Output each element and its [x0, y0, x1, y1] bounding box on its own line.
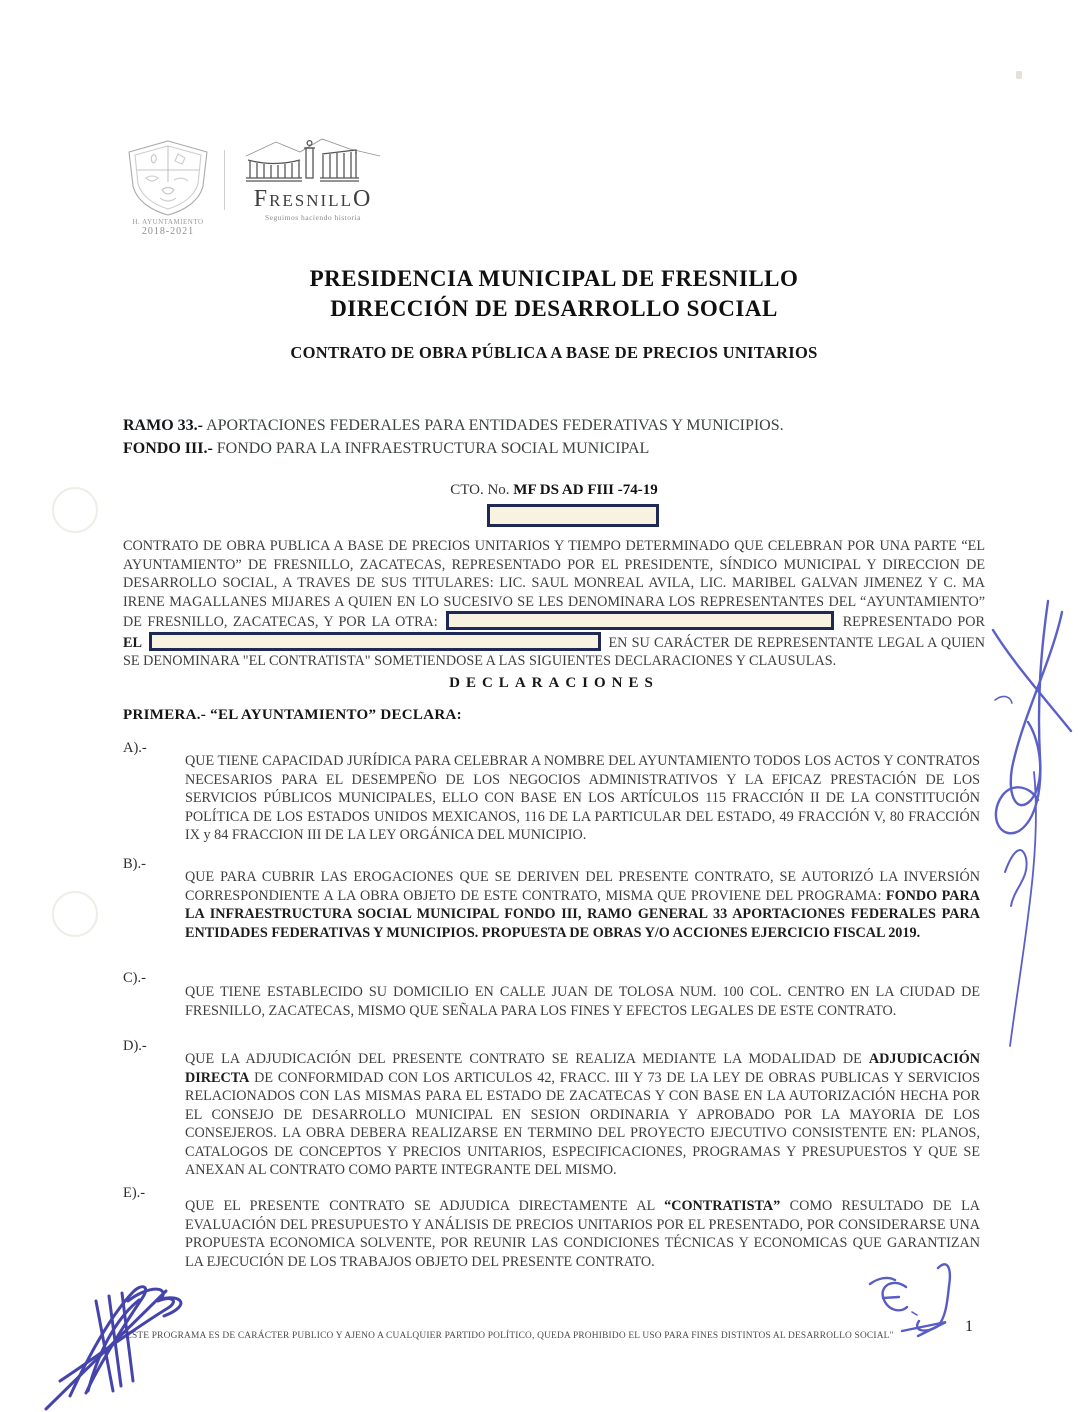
bottom-right-initials — [870, 1264, 950, 1336]
intro-text-2b: EL — [123, 634, 142, 651]
declarations-heading: DECLARACIONES — [449, 675, 659, 691]
contract-number-label: CTO. No. — [450, 482, 514, 498]
punch-hole-top — [52, 487, 98, 533]
monument-icon — [238, 136, 388, 186]
contract-subtitle: CONTRATO DE OBRA PÚBLICA A BASE DE PRECIOS UNITARIOS — [290, 343, 818, 362]
item-b-seg0: QUE PARA CUBRIR LAS EROGACIONES QUE SE DERIVEN DEL PRESENTE CONTRATO, SE AUTORIZÓ LA INVERSIÓN CORRESPONDIENTE A LA OBRA OBJETO DE ESTE CONTRATO, MISMA QUE PROVIENE DEL PROGRAMA: — [185, 869, 980, 904]
item-text-b — [185, 868, 980, 942]
program-block — [123, 414, 1003, 460]
contract-number-value: MF DS AD FIII -74-19 — [513, 482, 658, 498]
redaction-box-other-party — [446, 611, 834, 630]
municipal-crest-logo — [122, 138, 214, 237]
ramo-label: RAMO 33.- — [123, 417, 203, 434]
crest-caption: H. AYUNTAMIENTO — [132, 218, 204, 226]
fresnillo-logo — [238, 136, 388, 222]
item-e-seg0: QUE EL PRESENTE CONTRATO SE ADJUDICA DIRECTAMENTE AL — [185, 1198, 665, 1214]
fresnillo-wordmark — [238, 186, 388, 213]
crest-icon — [122, 138, 214, 218]
item-label-b: B).- — [123, 856, 146, 872]
item-b-seg1: FONDO PARA LA INFRAESTRUCTURA SOCIAL MUNICIPAL FONDO III, RAMO GENERAL 33 APORTACIONES FEDERALES PARA ENTIDADES FEDERATIVAS Y MUNICIPIOS. PROPUESTA DE OBRAS Y/O ACCIONES EJERCICIO FISCAL 2019. — [185, 887, 980, 941]
item-e-seg1: “CONTRATISTA” — [664, 1198, 781, 1214]
fondo-text: FONDO PARA LA INFRAESTRUCTURA SOCIAL MUNICIPAL — [212, 440, 650, 457]
intro-paragraph — [123, 537, 985, 671]
item-text-a — [185, 752, 980, 845]
fondo-line — [123, 437, 1003, 460]
item-text-d — [185, 1050, 980, 1180]
bottom-left-signature — [46, 1287, 181, 1409]
item-d-seg2: DE CONFORMIDAD CON LOS ARTICULOS 42, FRACC. III Y 73 DE LA LEY DE OBRAS PUBLICAS Y SERVICIOS RELACIONADOS CON LAS MISMAS PARA EL ESTADO DE ZACATECAS Y CON BASE EN LA AUTORIZACIÓN HECHA POR EL CONSEJO DE DESARROLLO MUNICIPAL EN SESION ORDINARIA Y APROBADO POR LA MAYORIA DE LOS CONSEJEROS. LA OBRA DEBERA REALIZARSE EN TERMINO DEL PROYECTO EJECUTIVO CONSISTENTE EN: PLANOS, CATALOGOS DE CONCEPTOS Y PRECIOS UNITARIOS, ESPECIFICACIONES, PROGRAMAS Y PRESUPUESTOS Y QUE SE ANEXAN AL CONTRATO COMO PARTE INTEGRANTE DEL MISMO. — [185, 1069, 980, 1178]
right-margin-signature — [993, 601, 1071, 1046]
item-c-seg0: QUE TIENE ESTABLECIDO SU DOMICILIO EN CALLE JUAN DE TOLOSA NUM. 100 COL. CENTRO EN LA CIUDAD DE FRESNILLO, ZACATECAS, MISMO QUE SEÑALA PARA LOS FINES Y EFECTOS LEGALES DE ESTE CONTRATO. — [185, 984, 980, 1019]
redaction-box-contractor-name — [487, 504, 659, 527]
title-line2: DIRECCIÓN DE DESARROLLO SOCIAL — [330, 296, 778, 321]
intro-text-1: CONTRATO DE OBRA PUBLICA A BASE DE PRECIOS UNITARIOS Y TIEMPO DETERMINADO QUE CELEBRAN POR UNA PARTE “EL AYUNTAMIENTO” DE FRESNILLO, ZACATECAS, REPRESENTADO POR EL PRESIDENTE, SÍNDICO MUNICIPAL Y DIRECCION DE DESARROLLO SOCIAL, A TRAVES DE SUS TITULARES: LIC. SAUL MONREAL AVILA, LIC. MARIBEL GALVAN JIMENEZ Y C. MA IRENE MAGALLANES MIJARES A QUIEN EN LO SUCESIVO SE LES DENOMINARA LOS REPRESENTANTES DEL “AYUNTAMIENTO” DE FRESNILLO, ZACATECAS, Y POR LA OTRA: — [123, 538, 985, 630]
item-text-c — [185, 983, 980, 1020]
wordmark-f: F — [253, 186, 270, 212]
title-line1: PRESIDENCIA MUNICIPAL DE FRESNILLO — [309, 266, 799, 291]
redaction-box-legal-representative — [149, 632, 601, 651]
page-title — [123, 264, 985, 324]
ramo-line — [123, 414, 1003, 437]
fondo-label: FONDO III.- — [123, 440, 213, 457]
intro-text-2a: REPRESENTADO POR — [842, 614, 986, 630]
item-text-e — [185, 1197, 980, 1271]
wordmark-mid: RESNILL — [269, 191, 353, 210]
item-d-seg1: ADJUDICACIÓN DIRECTA — [185, 1051, 980, 1086]
logo-divider — [224, 150, 225, 210]
item-label-d: D).- — [123, 1038, 147, 1054]
wordmark-o: O — [352, 186, 373, 212]
ramo-text: APORTACIONES FEDERALES PARA ENTIDADES FEDERATIVAS Y MUNICIPIOS. — [202, 417, 784, 434]
contract-number-line — [123, 482, 985, 499]
item-label-c: C).- — [123, 970, 146, 986]
primera-heading: PRIMERA.- “EL AYUNTAMIENTO” DECLARA: — [123, 707, 462, 723]
item-label-e: E).- — [123, 1185, 146, 1201]
page-number: 1 — [965, 1318, 973, 1335]
punch-hole-bottom — [52, 891, 98, 937]
logo-tagline: Seguimos haciendo historia — [265, 213, 361, 222]
item-e-seg2: COMO RESULTADO DE LA EVALUACIÓN DEL PRESUPUESTO Y ANÁLISIS DE PRECIOS UNITARIOS POR EL PRESENTADO, POR CONSIDERARSE UNA PROPUESTA ECONOMICA SOLVENTE, POR REUNIR LAS CONDICIONES TÉCNICAS Y ECONOMICAS QUE GARANTIZAN LA EJECUCIÓN DE LOS TRABAJOS OBJETO DEL PRESENTE CONTRATO. — [185, 1198, 980, 1270]
footer-disclaimer: "ESTE PROGRAMA ES DE CARÁCTER PUBLICO Y AJENO A CUALQUIER PARTIDO POLÍTICO, QUEDA PROHIBIDO EL USO PARA FINES DISTINTOS AL DESARROLLO SOCIAL" — [122, 1331, 894, 1341]
intro-text-3: EN SU CARÁCTER DE REPRESENTANTE LEGAL A QUIEN SE DENOMINARA "EL CONTRATISTA" SOMETIENDOSE A LAS SIGUIENTES DECLARACIONES Y CLAUSULAS. — [123, 634, 986, 669]
scan-smudge — [1016, 71, 1022, 79]
item-a-seg0: QUE TIENE CAPACIDAD JURÍDICA PARA CELEBRAR A NOMBRE DEL AYUNTAMIENTO TODOS LOS ACTOS Y CONTRATOS NECESARIOS PARA EL DESEMPEÑO DE LOS NEGOCIOS ADMINISTRATIVOS Y LA EFICAZ PRESTACIÓN DE LOS SERVICIOS PÚBLICOS MUNICIPALES, ELLO CON BASE EN LOS ARTÍCULOS 115 FRACCIÓN II DE LA CONSTITUCIÓN POLÍTICA DE LOS ESTADOS UNIDOS MEXICANOS, 116 DE LA PARTICULAR DEL ESTADO, 49 FRACCIÓN V, 80 FRACCIÓN IX y 84 FRACCION III DE LA LEY ORGÁNICA DEL MUNICIPIO. — [185, 753, 980, 843]
crest-years: 2018-2021 — [141, 226, 195, 237]
item-label-a: A).- — [123, 740, 147, 756]
item-d-seg0: QUE LA ADJUDICACIÓN DEL PRESENTE CONTRATO SE REALIZA MEDIANTE LA MODALIDAD DE — [185, 1051, 869, 1067]
